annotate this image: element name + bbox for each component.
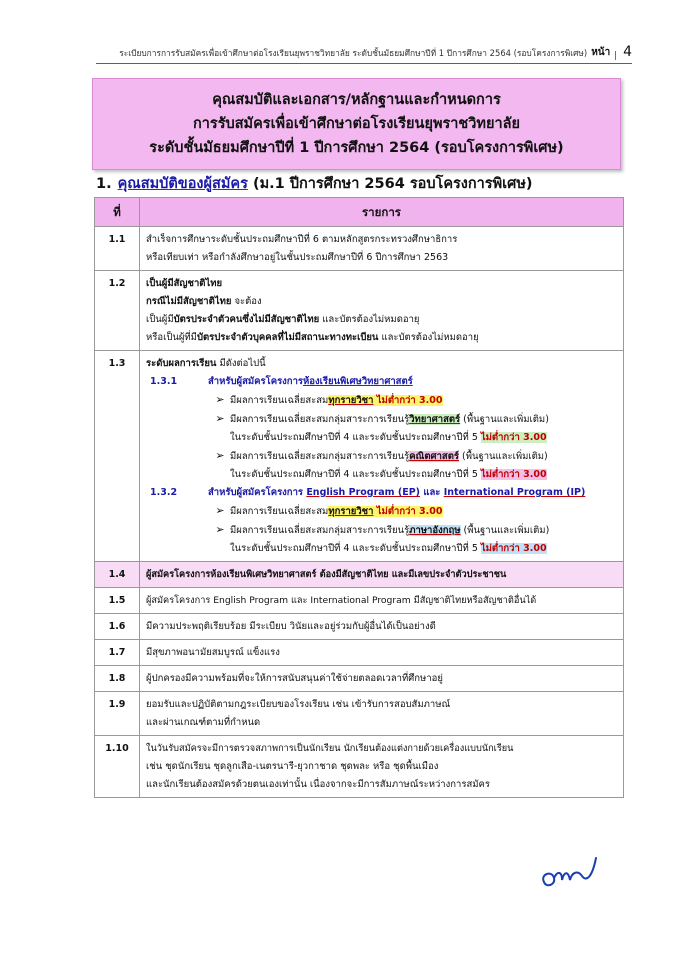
row-text: มีสุขภาพอนามัยสมบูรณ์ แข็งแรง [146,647,280,658]
row-text: จะต้อง [231,296,262,307]
table-row [95,692,624,736]
row-number: 1.6 [95,614,140,640]
program-name: ห้องเรียนพิเศษวิทยาศาสตร์ [303,376,413,387]
table-row [95,614,624,640]
column-header-no: ที่ [95,198,140,227]
row-content [140,614,624,640]
table-row [95,640,624,666]
arrow-bullet-icon: ➢ [215,393,225,406]
row-text: และบัตรต้องไม่หมดอายุ [319,314,420,325]
title-line-3: ระดับชั้นมัธยมศึกษาปีที่ 1 ปีการศึกษา 2564 (รอบโครงการพิเศษ) [149,140,564,156]
row-content [140,351,624,562]
row-text: มีความประพฤติเรียบร้อย มีระเบียบ วินัยและอยู่ร่วมกับผู้อื่นได้เป็นอย่างดี [146,621,436,632]
row-text: เช่น ชุดนักเรียน ชุดลูกเสือ-เนตรนารี-ยุวกาชาด ชุดพละ หรือ ชุดพื้นเมือง [146,761,439,772]
row-content [140,640,624,666]
row-text-bold: บัตรประจำตัวคนซึ่งไม่มีสัญชาติไทย [173,314,320,325]
subsection-text: สำหรับผู้สมัครโครงการ [208,376,303,387]
table-row [95,588,624,614]
row-text-bold: บัตรประจำตัวบุคคลที่ไม่มีสถานะทางทะเบียน [196,332,379,343]
row-text: สำเร็จการศึกษาระดับชั้นประถมศึกษาปีที่ 6 ตามหลักสูตรกระทรวงศึกษาธิการ [146,234,458,245]
title-box [92,78,621,170]
highlight-text: ทุกรายวิชา [328,395,374,406]
table-row [95,562,624,588]
running-header [96,44,632,64]
table-row [95,736,624,798]
row-text: หรือเทียบเท่า หรือกำลังศึกษาอยู่ในชั้นประถมศึกษาปีที่ 6 ปีการศึกษา 2563 [146,252,449,263]
row-text: และนักเรียนต้องสมัครด้วยตนเองเท่านั้น เนื่องจากจะมีการสัมภาษณ์ระหว่างการสมัคร [146,779,490,790]
row-number: 1.5 [95,588,140,614]
row-text: ในระดับชั้นประถมศึกษาปีที่ 4 และระดับชั้นประถมศึกษาปีที่ 5 [230,432,481,443]
row-content [140,562,624,588]
section-subtitle: (ม.1 ปีการศึกษา 2564 รอบโครงการพิเศษ) [252,176,533,192]
row-content [140,666,624,692]
row-text: มีผลการเรียนเฉลี่ยสะสมกลุ่มสาระการเรียนรู้ [230,414,410,425]
title-line-1: คุณสมบัติและเอกสาร/หลักฐานและกำหนดการ [212,92,501,108]
row-text-bold: ระดับผลการเรียน [146,358,217,369]
row-number: 1.4 [95,562,140,588]
row-text: เป็นผู้มีสัญชาติไทย [146,278,223,289]
row-content [140,227,624,271]
row-number: 1.7 [95,640,140,666]
row-text: มีผลการเรียนเฉลี่ยสะสม [230,395,329,406]
threshold-text: ไม่ต่ำกว่า 3.00 [480,432,547,443]
threshold-text: ไม่ต่ำกว่า 3.00 [373,395,443,406]
qualifications-table [94,197,624,798]
row-number: 1.8 [95,666,140,692]
highlight-text: ทุกรายวิชา [328,506,374,517]
subsection-heading [146,373,617,391]
section-title: คุณสมบัติของผู้สมัคร [117,176,248,192]
row-content [140,692,624,736]
subsection-number: 1.3.1 [150,376,178,387]
row-text: ยอมรับและปฏิบัติตามกฎระเบียบของโรงเรียน เช่น เข้ารับการสอบสัมภาษณ์ [146,699,451,710]
column-header-items: รายการ [140,198,624,227]
highlight-text: คณิตศาสตร์ [409,451,459,462]
threshold-text: ไม่ต่ำกว่า 3.00 [480,469,547,480]
row-number: 1.1 [95,227,140,271]
row-text: ในระดับชั้นประถมศึกษาปีที่ 4 และระดับชั้นประถมศึกษาปีที่ 5 [230,469,481,480]
threshold-text: ไม่ต่ำกว่า 3.00 [480,543,547,554]
row-text: เป็นผู้มี [146,314,174,325]
row-text: ผู้สมัครโครงการห้องเรียนพิเศษวิทยาศาสตร์ ต้องมีสัญชาติไทย และมีเลขประจำตัวประชาชน [146,569,507,580]
arrow-bullet-icon: ➢ [215,504,225,517]
threshold-text: ไม่ต่ำกว่า 3.00 [373,506,443,517]
row-text: (พื้นฐานและเพิ่มเติม) [458,451,548,462]
table-row [95,271,624,351]
row-text: ในวันรับสมัครจะมีการตรวจสภาพการเป็นนักเรียน นักเรียนต้องแต่งกายด้วยเครื่องแบบนักเรียน [146,743,514,754]
row-text: ผู้สมัครโครงการ English Program และ International Program มีสัญชาติไทยหรือสัญชาติอื่นได้ [146,595,537,606]
table-row [95,666,624,692]
section-heading [96,172,533,195]
section-number: 1. [96,176,112,192]
handwritten-signature [538,852,602,892]
highlight-text: ภาษาอังกฤษ [409,525,461,536]
row-text: มีดังต่อไปนี้ [216,358,266,369]
table-row [95,227,624,271]
row-text: และบัตรต้องไม่หมดอายุ [378,332,479,343]
row-text: ผู้ปกครองมีความพร้อมที่จะให้การสนับสนุนค่าใช้จ่ายตลอดเวลาที่ศึกษาอยู่ [146,673,443,684]
row-number: 1.2 [95,271,140,351]
page-number: 4 [623,44,632,60]
arrow-bullet-icon: ➢ [215,449,225,462]
row-content [140,736,624,798]
arrow-bullet-icon: ➢ [215,412,225,425]
row-number: 1.3 [95,351,140,562]
title-line-2: การรับสมัครเพื่อเข้าศึกษาต่อโรงเรียนยุพราชวิทยาลัย [193,116,520,132]
table-header-row [95,198,624,227]
page-separator: | [614,50,618,60]
subsection-number: 1.3.2 [150,487,178,498]
subsection-text: และ [420,487,444,498]
row-text: ในระดับชั้นประถมศึกษาปีที่ 4 และระดับชั้นประถมศึกษาปีที่ 5 [230,543,481,554]
arrow-bullet-icon: ➢ [215,523,225,536]
row-content [140,271,624,351]
table-row [95,351,624,562]
page-label: หน้า [591,47,611,58]
running-title: ระเบียบการการรับสมัครเพื่อเข้าศึกษาต่อโรงเรียนยุพราชวิทยาลัย ระดับชั้นมัธยมศึกษาปีที่ 1 ปีการศึกษา 2564 (รอบโครงการพิเศษ) [119,48,588,58]
subsection-heading [146,484,617,502]
program-name: International Program (IP) [443,487,586,498]
row-content [140,588,624,614]
row-text: มีผลการเรียนเฉลี่ยสะสม [230,506,329,517]
row-text: และผ่านเกณฑ์ตามที่กำหนด [146,717,261,728]
row-text: (พื้นฐานและเพิ่มเติม) [460,525,550,536]
program-name: English Program (EP) [306,487,421,498]
highlight-text: วิทยาศาสตร์ [409,414,461,425]
row-text: มีผลการเรียนเฉลี่ยสะสมกลุ่มสาระการเรียนรู้ [230,451,410,462]
row-number: 1.10 [95,736,140,798]
row-text-bold: กรณีไม่มีสัญชาติไทย [146,296,232,307]
row-number: 1.9 [95,692,140,736]
row-text: (พื้นฐานและเพิ่มเติม) [460,414,549,425]
row-text: มีผลการเรียนเฉลี่ยสะสมกลุ่มสาระการเรียนรู้ [230,525,410,536]
row-text: หรือเป็นผู้ที่มี [146,332,197,343]
subsection-text: สำหรับผู้สมัครโครงการ [208,487,307,498]
